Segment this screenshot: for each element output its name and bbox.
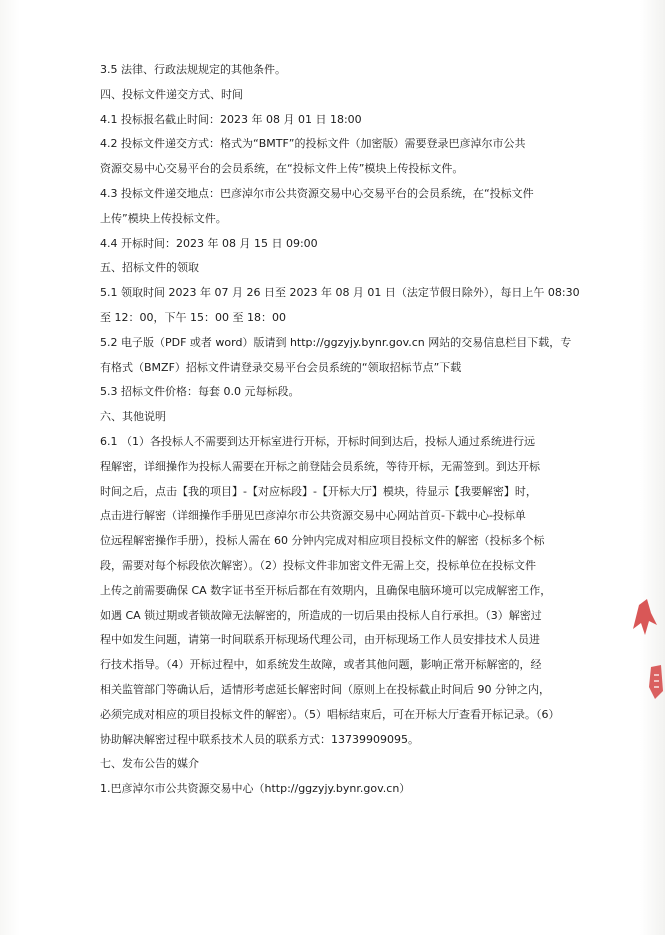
section-heading: 六、其他说明 (100, 410, 166, 424)
section-heading: 五、招标文件的领取 (100, 261, 199, 275)
text-line: 5.1 领取时间 2023 年 07 月 26 日至 2023 年 08 月 01 日（法定节假日除外），每日上午 08:30 (100, 286, 580, 300)
text-line: 有格式（BMZF）招标文件请登录交易平台会员系统的“领取招标节点”下载 (100, 360, 462, 374)
text-line: 上传之前需要确保 CA 数字证书至开标后都在有效期内，且确保电脑环境可以完成解密工作， (100, 583, 552, 597)
text-line: 4.3 投标文件递交地点：巴彦淖尔市公共资源交易中心交易平台的会员系统，在“投标文件 (100, 186, 534, 200)
text-line: 4.1 投标报名截止时间：2023 年 08 月 01 日 18:00 (100, 112, 362, 126)
text-line: 程中如发生问题，请第一时间联系开标现场代理公司，由开标现场工作人员安排技术人员进 (100, 633, 540, 647)
document-body (100, 58, 580, 802)
text-line: 1.巴彦淖尔市公共资源交易中心（http://ggzyjy.bynr.gov.cn） (100, 782, 411, 796)
text-line: 4.4 开标时间：2023 年 08 月 15 日 09:00 (100, 236, 318, 250)
red-seal-fragment (621, 595, 665, 715)
text-line: 相关监管部门等确认后，适情形考虑延长解密时间（原则上在投标截止时间后 90 分钟之内， (100, 682, 550, 696)
text-line: 行技术指导。（4）开标过程中，如系统发生故障，或者其他问题，影响正常开标解密的，经 (100, 658, 542, 672)
text-line: 6.1 （1）各投标人不需要到达开标室进行开标，开标时间到达后，投标人通过系统进行远 (100, 434, 535, 448)
text-line: 必须完成对相应的项目投标文件的解密）。（5）唱标结束后，可在开标大厅查看开标记录。（6） (100, 707, 560, 721)
text-line: 5.2 电子版（PDF 或者 word）版请到 http://ggzyjy.bynr.gov.cn 网站的交易信息栏目下载，专 (100, 335, 572, 349)
text-line: 程解密，详细操作为投标人需要在开标之前登陆会员系统，等待开标，无需签到。到达开标 (100, 459, 540, 473)
text-line: 位远程解密操作手册），投标人需在 60 分钟内完成对相应项目投标文件的解密（投标多个标 (100, 534, 545, 548)
text-line: 上传”模块上传投标文件。 (100, 211, 227, 225)
section-heading: 七、发布公告的媒介 (100, 757, 199, 771)
text-line: 如遇 CA 锁过期或者锁故障无法解密的，所造成的一切后果由投标人自行承担。（3）解密过 (100, 608, 542, 622)
text-line: 4.2 投标文件递交方式：格式为“BMTF”的投标文件（加密版）需要登录巴彦淖尔市公共 (100, 137, 526, 151)
text-line: 段，需要对每个标段依次解密）。（2）投标文件非加密文件无需上交，投标单位在投标文件 (100, 558, 536, 572)
text-line: 资源交易中心交易平台的会员系统，在“投标文件上传”模块上传投标文件。 (100, 162, 464, 176)
text-line: 点击进行解密（详细操作手册见巴彦淖尔市公共资源交易中心网站首页-下载中心-投标单 (100, 509, 526, 523)
text-line: 3.5 法律、行政法规规定的其他条件。 (100, 63, 286, 76)
text-line: 时间之后，点击【我的项目】-【对应标段】-【开标大厅】模块，待显示【我要解密】时， (100, 484, 537, 498)
text-line: 5.3 招标文件价格：每套 0.0 元每标段。 (100, 385, 300, 399)
text-line: 至 12：00，下午 15：00 至 18：00 (100, 310, 286, 324)
text-line: 协助解决解密过程中联系技术人员的联系方式：13739909095。 (100, 732, 419, 746)
section-heading: 四、投标文件递交方式、时间 (100, 87, 243, 101)
